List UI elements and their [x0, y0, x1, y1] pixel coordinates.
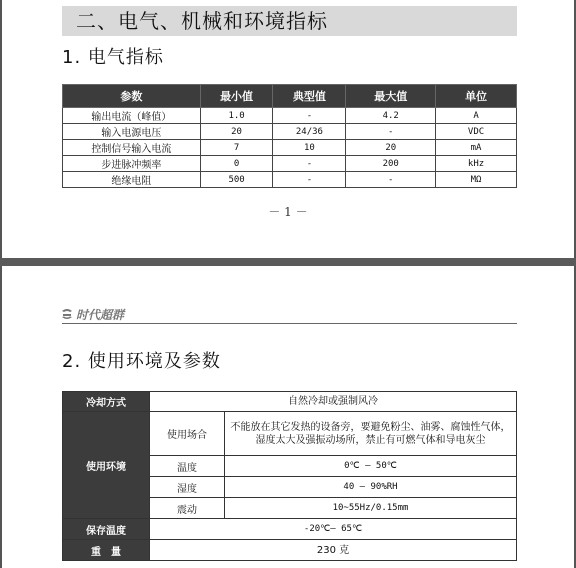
table-row: [63, 172, 517, 188]
environment-table: [62, 391, 517, 561]
col-header-max: 最大值: [346, 85, 436, 108]
weight-value: 230 克: [150, 540, 517, 561]
site-value: 不能放在其它发热的设备旁，要避免粉尘、油雾、腐蚀性气体，湿度太大及强振动场所，禁止有可燃气体和导电灰尘: [225, 412, 517, 456]
company-logo: [60, 306, 124, 322]
section-title: 二、电气、机械和环境指标: [76, 9, 328, 33]
cell-param: 控制信号输入电流: [63, 140, 201, 156]
site-label: 使用场合: [150, 412, 225, 456]
electrical-spec-table: [62, 84, 517, 188]
cooling-label: 冷却方式: [63, 392, 150, 412]
cell-unit: mA: [436, 140, 517, 156]
cell-param: 绝缘电阻: [63, 172, 201, 188]
cell-typ: -: [273, 108, 346, 124]
table-row: [63, 140, 517, 156]
table-header-row: [63, 85, 517, 108]
temperature-label: 温度: [150, 456, 225, 477]
cell-typ: -: [273, 156, 346, 172]
logo-text: 时代超群: [76, 307, 125, 322]
temperature-value: 0℃ — 50℃: [225, 456, 517, 477]
cell-param: 输入电源电压: [63, 124, 201, 140]
weight-label: 重 量: [63, 540, 150, 561]
environment-subtitle: 2. 使用环境及参数: [62, 351, 221, 372]
cell-typ: -: [273, 172, 346, 188]
col-header-param: 参数: [63, 85, 201, 108]
cell-max: 4.2: [346, 108, 436, 124]
cell-min: 20: [200, 124, 273, 140]
cell-min: 500: [200, 172, 273, 188]
storage-temp-value: -20℃— 65℃: [150, 519, 517, 540]
vibration-label: 震动: [150, 498, 225, 519]
electrical-subtitle: 1. 电气指标: [62, 47, 164, 68]
cell-max: 20: [346, 140, 436, 156]
col-header-typ: 典型值: [273, 85, 346, 108]
storage-temp-label: 保存温度: [63, 519, 150, 540]
logo-mark-icon: [60, 307, 74, 321]
humidity-value: 40 — 90%RH: [225, 477, 517, 498]
environment-label: 使用环境: [63, 412, 150, 519]
cell-unit: A: [436, 108, 517, 124]
cell-min: 1.0: [200, 108, 273, 124]
cell-param: 输出电流（峰值）: [63, 108, 201, 124]
table-row: [63, 392, 517, 412]
cell-max: -: [346, 124, 436, 140]
col-header-min: 最小值: [200, 85, 273, 108]
cell-param: 步进脉冲频率: [63, 156, 201, 172]
table-row: [63, 519, 517, 540]
table-row: [63, 108, 517, 124]
table-row: [63, 124, 517, 140]
page-number: － 1 －: [268, 205, 308, 219]
cell-unit: MΩ: [436, 172, 517, 188]
cell-max: 200: [346, 156, 436, 172]
vibration-value: 10~55Hz/0.15mm: [225, 498, 517, 519]
cooling-value: 自然冷却或强制风冷: [150, 392, 517, 412]
cell-min: 0: [200, 156, 273, 172]
page2-border-left: [0, 266, 2, 568]
cell-unit: VDC: [436, 124, 517, 140]
humidity-label: 湿度: [150, 477, 225, 498]
page-separator: [0, 258, 576, 266]
table-row: [63, 412, 517, 456]
table-row: [63, 156, 517, 172]
header-rule: [62, 323, 517, 324]
col-header-unit: 单位: [436, 85, 517, 108]
cell-unit: kHz: [436, 156, 517, 172]
cell-min: 7: [200, 140, 273, 156]
cell-typ: 10: [273, 140, 346, 156]
cell-typ: 24/36: [273, 124, 346, 140]
cell-max: -: [346, 172, 436, 188]
table-row: [63, 540, 517, 561]
